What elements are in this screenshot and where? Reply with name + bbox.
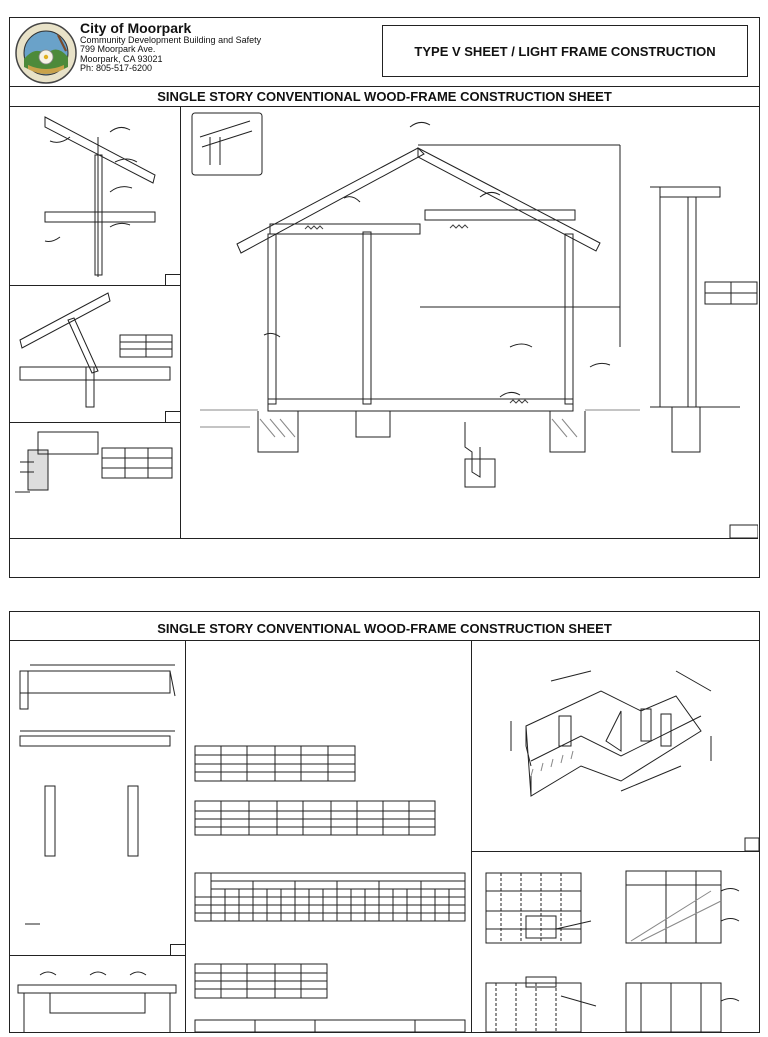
building-cross-section-drawing [180, 107, 758, 538]
isometric-floor-plan-panel [471, 641, 759, 852]
sheet-1-title: SINGLE STORY CONVENTIONAL WOOD-FRAME CONSTRUCTION SHEET [10, 86, 759, 107]
construction-sheet-1 [9, 17, 760, 578]
address-line-1: 799 Moorpark Ave. [80, 44, 156, 55]
city-seal-logo [14, 21, 78, 85]
schedule-tables-drawing [185, 641, 471, 1032]
sheet-2-title: SINGLE STORY CONVENTIONAL WOOD-FRAME CONSTRUCTION SHEET [10, 617, 759, 641]
isometric-floor-plan-drawing [471, 641, 759, 851]
organization-block [80, 21, 261, 73]
building-section-panel [180, 107, 758, 539]
detail-number-box [165, 411, 180, 422]
holdown-details-panel [10, 641, 186, 956]
foundation-plate-drawing [10, 422, 180, 538]
tables-panel [185, 641, 472, 1032]
detail-panel-rafter-brace [10, 285, 181, 423]
detail-panel-foundation-plate [10, 422, 181, 539]
detail-number-box [170, 944, 185, 955]
ridge-detail-drawing [10, 107, 180, 285]
detail-number-box [165, 274, 180, 285]
sheet-type-title: TYPE V SHEET / LIGHT FRAME CONSTRUCTION [382, 25, 748, 77]
organization-name: City of Moorpark [80, 20, 192, 36]
construction-sheet-2 [9, 611, 760, 1033]
wall-framing-panel [471, 851, 759, 1032]
department-name: Community Development Building and Safety [80, 34, 262, 45]
address-line-2: Moorpark, CA 93021 [80, 53, 163, 64]
sheet-header [10, 18, 759, 87]
wall-framing-drawing [471, 851, 759, 1032]
phone-number: Ph: 805-517-6200 [80, 63, 153, 73]
beam-detail-panel [10, 955, 186, 1032]
detail-panel-ridge [10, 107, 181, 286]
notes-strip [10, 538, 759, 577]
rafter-brace-drawing [10, 285, 180, 422]
beam-detail-drawing [10, 955, 185, 1032]
holdown-details-drawing [10, 641, 185, 955]
